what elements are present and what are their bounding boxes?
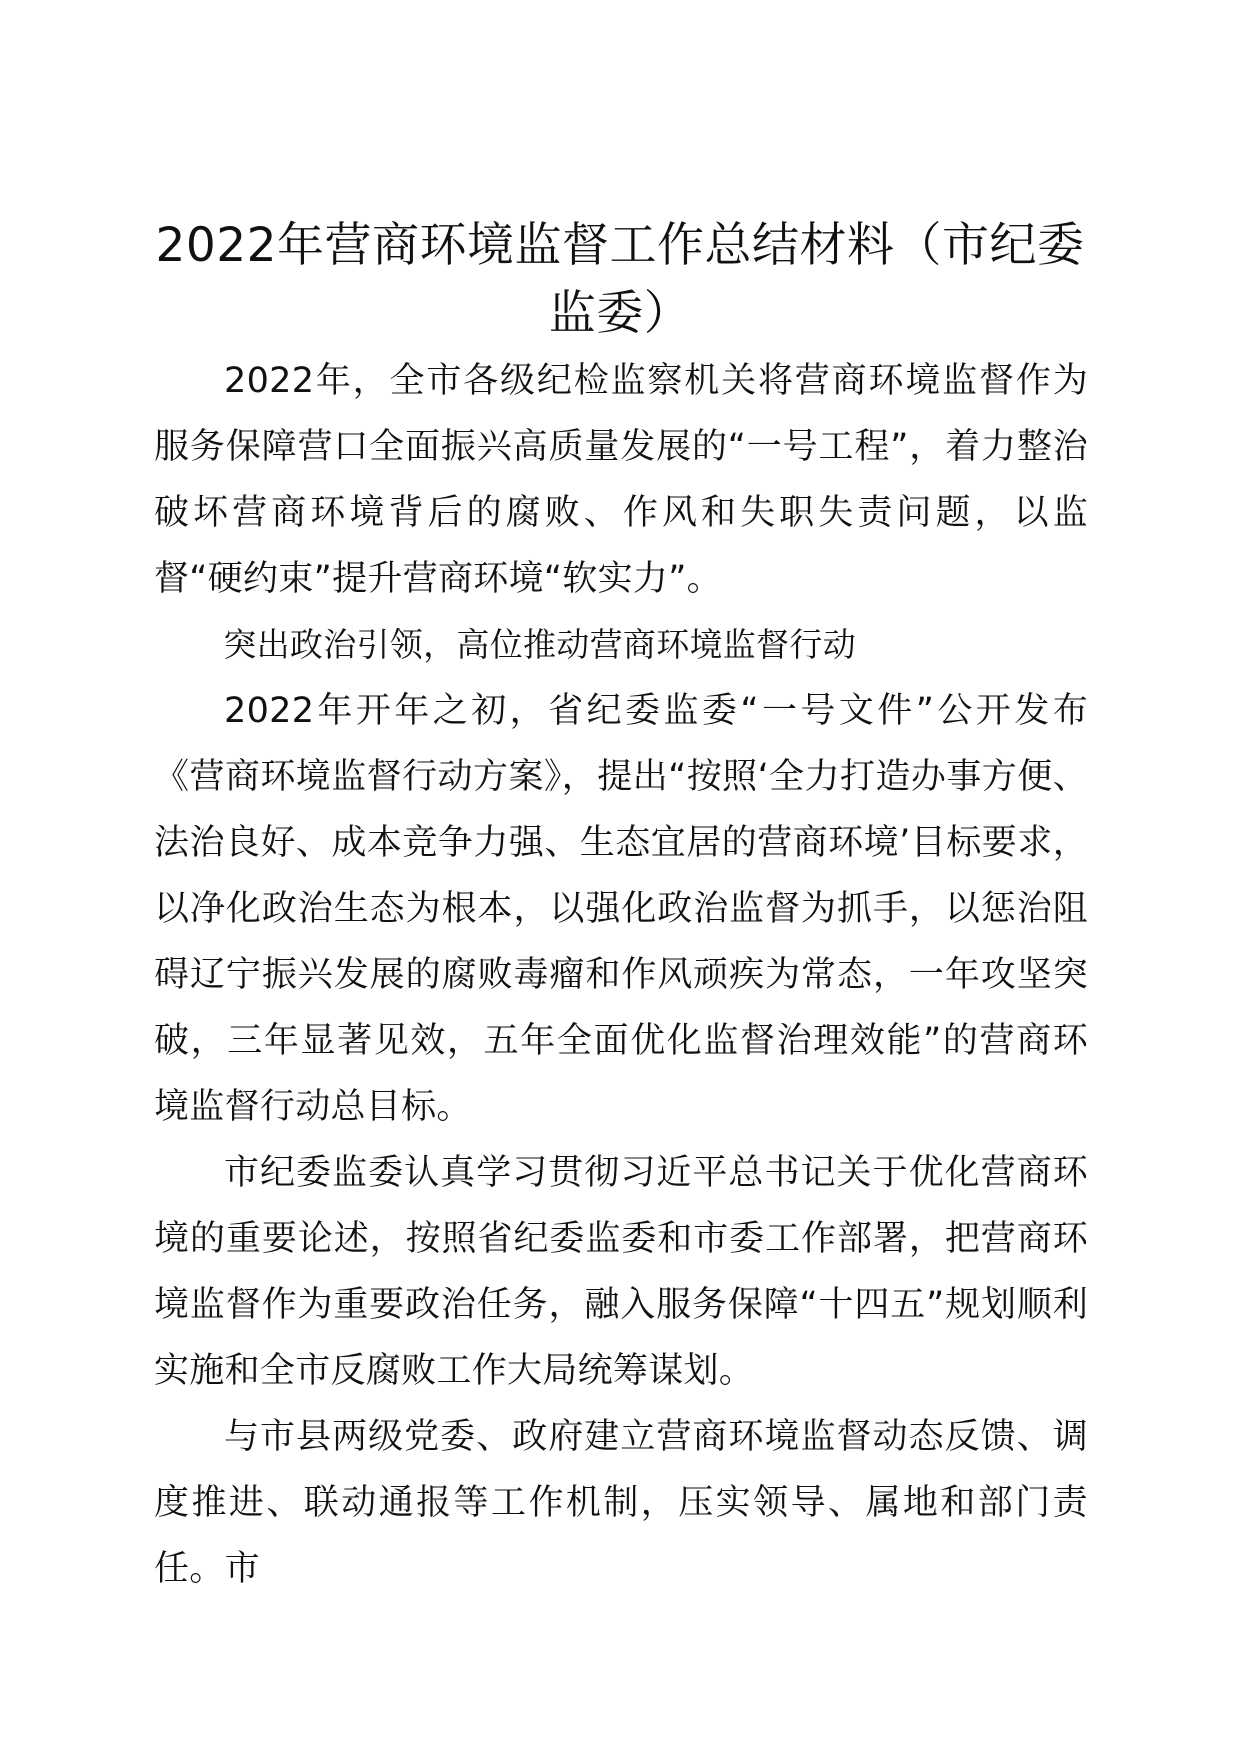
body-paragraph-intro: 2022年，全市各级纪检监察机关将营商环境监督作为服务保障营口全面振兴高质量发展的“一号工程”，着力整治破坏营商环境背后的腐败、作风和失职失责问题，以监督“硬约束”提升营商环境“软实力”。 — [154, 361, 1088, 599]
body-paragraph-mechanism: 与市县两级党委、政府建立营商环境监督动态反馈、调度推进、联动通报等工作机制，压实领导、属地和部门责任。市 — [154, 1417, 1088, 1589]
document-body — [154, 348, 1088, 1602]
section-heading: 突出政治引领，高位推动营商环境监督行动 — [223, 625, 856, 664]
body-paragraph-action-plan: 2022年开年之初，省纪委监委“一号文件”公开发布《营商环境监督行动方案》，提出“按照‘全力打造办事方便、法治良好、成本竞争力强、生态宜居的营商环境’目标要求，以净化政治生态为根本，以强化政治监督为抓手，以惩治阻碍辽宁振兴发展的腐败毒瘤和作风顽疾为常态，一年攻坚突破，三年显著见效，五年全面优化监督治理效能”的营商环境监督行动总目标。 — [154, 691, 1088, 1127]
document-title: 2022年营商环境监督工作总结材料（市纪委监委） — [155, 218, 1085, 341]
body-paragraph-study: 市纪委监委认真学习贯彻习近平总书记关于优化营商环境的重要论述，按照省纪委监委和市委工作部署，把营商环境监督作为重要政治任务，融入服务保障“十四五”规划顺利实施和全市反腐败工作大局统筹谋划。 — [154, 1153, 1088, 1391]
